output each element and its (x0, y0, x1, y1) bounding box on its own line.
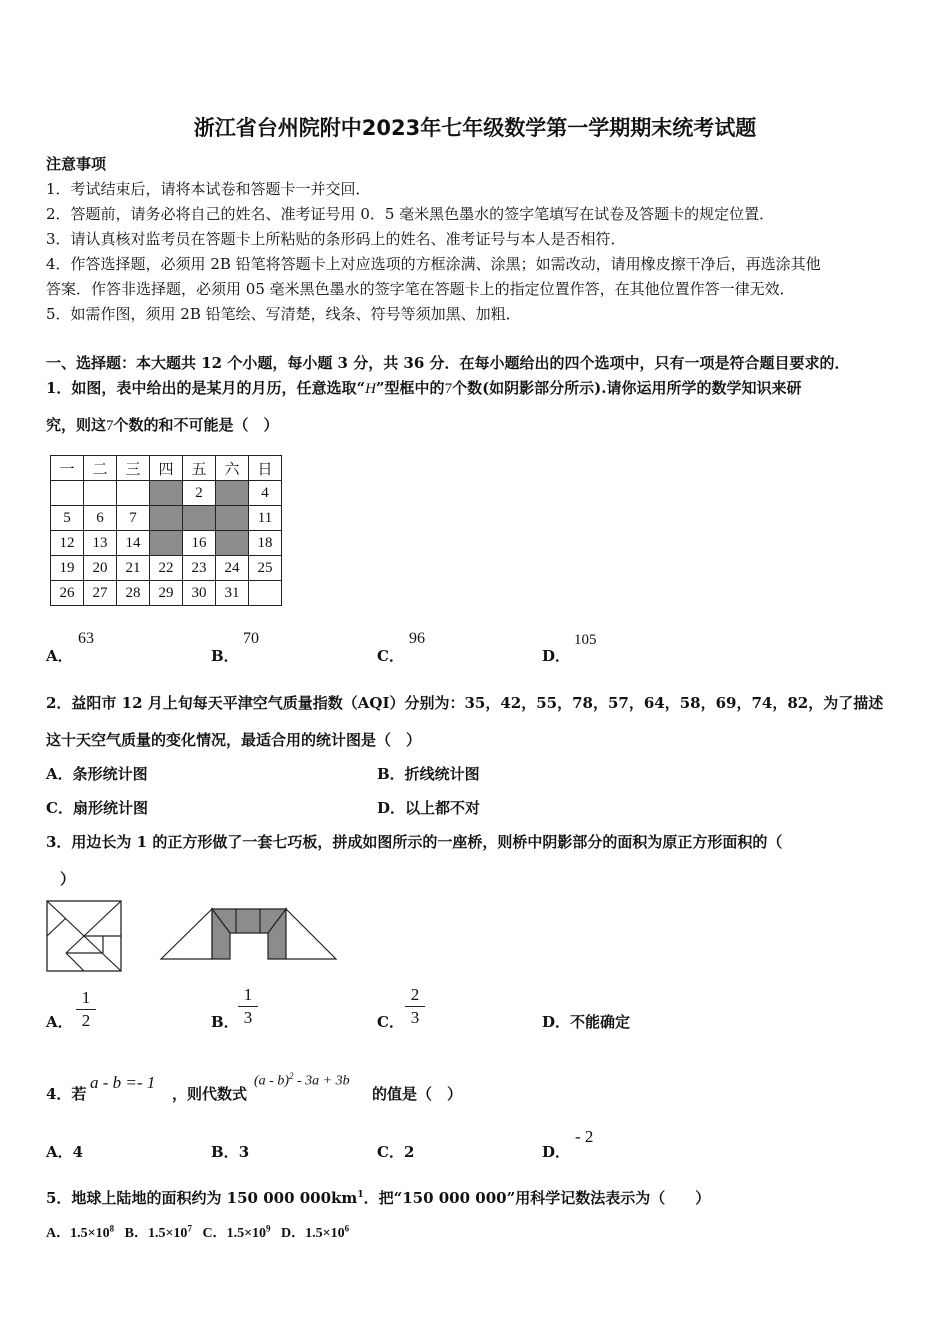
calendar-cell: 24 (216, 556, 249, 581)
calendar-cell: 25 (249, 556, 282, 581)
option-label: D． (542, 1143, 571, 1161)
calendar-cell: 30 (183, 581, 216, 606)
fraction-denominator: 3 (410, 1008, 420, 1027)
calendar-cell-shaded (216, 506, 249, 531)
fraction (405, 985, 425, 1028)
calendar-cell: 20 (84, 556, 117, 581)
calendar-header-cell: 六 (216, 456, 249, 481)
calendar-cell-shaded (183, 506, 216, 531)
calendar-table (50, 455, 282, 606)
question-1-text: 1．如图，表中给出的是某月的月历，任意选取“H”型框中的7个数(如阴影部分所示).请你运用所学的数学知识来研 (46, 379, 802, 397)
calendar-cell-shaded (150, 531, 183, 556)
option: C．扇形统计图 (46, 799, 148, 817)
notice-item: 5．如需作图，须用 2B 铅笔绘、写清楚，线条、符号等须加黑、加粗． (46, 305, 521, 323)
option-label: C． (377, 1013, 404, 1031)
calendar-header-row (51, 456, 282, 481)
calendar-row (51, 481, 282, 506)
calendar-cell: 18 (249, 531, 282, 556)
fraction-bar (405, 1006, 425, 1007)
question-2-text: 2．益阳市 12 月上旬每天平津空气质量指数（AQI）分别为：35，42，55，78，57，64，58，69，74，82，为了描述 (46, 694, 884, 712)
calendar-cell: 28 (117, 581, 150, 606)
notice-item: 答案．作答非选择题，必须用 05 毫米黑色墨水的签字笔在答题卡上的指定位置作答，在其他位置作答一律无效． (46, 280, 795, 298)
calendar-header-cell: 五 (183, 456, 216, 481)
question-4-prefix: 4．若 (46, 1085, 87, 1103)
option-value: - 2 (575, 1127, 594, 1146)
tangram-square-figure (46, 900, 124, 974)
calendar-cell: 5 (51, 506, 84, 531)
option: D．$1.5\times 10^6$ (281, 1223, 350, 1241)
question-3-text: 3．用边长为 1 的正方形做了一套七巧板，拼成如图所示的一座桥，则桥中阴影部分的面积为原正方形面积的（ (46, 833, 783, 851)
section-heading: 一、选择题：本大题共 12 个小题，每小题 3 分，共 36 分．在每小题给出的四个选项中，只有一项是符合题目要求的． (46, 354, 850, 372)
calendar-cell: 7 (117, 506, 150, 531)
option: C．$1.5\times 10^9$ (202, 1223, 271, 1241)
calendar-header-cell: 四 (150, 456, 183, 481)
option-label: C． (377, 647, 404, 665)
calendar-row (51, 581, 282, 606)
notice-heading: 注意事项 (46, 155, 107, 173)
option: A．条形统计图 (46, 765, 148, 783)
calendar-cell: 2 (183, 481, 216, 506)
calendar-cell (84, 481, 117, 506)
calendar-cell: 22 (150, 556, 183, 581)
calendar-cell-shaded (216, 531, 249, 556)
calendar-cell: 6 (84, 506, 117, 531)
fraction-denominator: 2 (81, 1011, 91, 1030)
calendar-cell (249, 581, 282, 606)
option-label: A． (46, 647, 73, 665)
calendar-cell (117, 481, 150, 506)
calendar-header-cell: 三 (117, 456, 150, 481)
fraction (238, 985, 258, 1028)
option: B．$1.5\times 10^7$ (124, 1223, 192, 1241)
calendar-cell: 27 (84, 581, 117, 606)
option-label: B． (211, 1013, 239, 1031)
question-4-expression: (a - b)$^2$ - 3a + 3b (254, 1071, 350, 1089)
option-value: 105 (574, 632, 597, 648)
option: A．$1.5\times 10^8$ (46, 1223, 115, 1241)
calendar-header-cell: 二 (84, 456, 117, 481)
calendar-cell: 26 (51, 581, 84, 606)
calendar-row (51, 531, 282, 556)
option: A．4 (46, 1143, 84, 1161)
option: D．以上都不对 (377, 799, 481, 817)
calendar-cell: 31 (216, 581, 249, 606)
calendar-header-cell: 一 (51, 456, 84, 481)
calendar-cell: 14 (117, 531, 150, 556)
calendar-cell: 12 (51, 531, 84, 556)
option: C．2 (377, 1143, 415, 1161)
fraction-bar (238, 1006, 258, 1007)
question-4-condition: a - b =- 1 (90, 1073, 156, 1092)
option: B．折线统计图 (377, 765, 480, 783)
calendar-cell: 21 (117, 556, 150, 581)
question-2-text-cont: 这十天空气质量的变化情况，最适合用的统计图是（ ） (46, 731, 422, 749)
option-label: B． (211, 647, 239, 665)
calendar-row (51, 556, 282, 581)
fraction-numerator: 1 (243, 985, 253, 1004)
notice-item: 3．请认真核对监考员在答题卡上所粘贴的条形码上的姓名、准考证号与本人是否相符． (46, 230, 626, 248)
option-label: D． (542, 647, 571, 665)
notice-item: 4．作答选择题，必须用 2B 铅笔将答题卡上对应选项的方框涂满、涂黑；如需改动，请用橡皮擦干净后，再选涂其他 (46, 255, 821, 273)
option: B．3 (211, 1143, 250, 1161)
calendar-row (51, 506, 282, 531)
calendar-cell: 16 (183, 531, 216, 556)
calendar-cell: 11 (249, 506, 282, 531)
option-label: A． (46, 1013, 73, 1031)
fraction-bar (76, 1009, 96, 1010)
question-5-text: 5．地球上陆地的面积约为 150 000 $000km^1$．把“150 000 000”用科学记数法表示为（ ） (46, 1189, 711, 1207)
fraction-numerator: 2 (410, 985, 420, 1004)
calendar-cell: 13 (84, 531, 117, 556)
fraction (76, 988, 96, 1031)
calendar-cell-shaded (150, 481, 183, 506)
notice-item: 1．考试结束后，请将本试卷和答题卡一并交回． (46, 180, 371, 198)
option: D．不能确定 (542, 1013, 631, 1031)
calendar-cell (51, 481, 84, 506)
calendar-cell-shaded (216, 481, 249, 506)
fraction-denominator: 3 (243, 1008, 253, 1027)
option-value: 70 (243, 630, 259, 647)
calendar-header-cell: 日 (249, 456, 282, 481)
page-title: 浙江省台州院附中2023年七年级数学第一学期期末统考试题 (193, 116, 757, 140)
option-value: 96 (409, 630, 425, 647)
question-3-text-cont: ） (60, 870, 76, 888)
calendar-cell: 23 (183, 556, 216, 581)
question-4-mid: ，则代数式 (172, 1085, 248, 1103)
calendar-cell: 19 (51, 556, 84, 581)
option-value: 63 (78, 630, 94, 647)
question-1-text-cont: 究，则这7个数的和不可能是（ ） (46, 416, 279, 434)
notice-item: 2．答题前，请务必将自己的姓名、准考证号用 0．5 毫米黑色墨水的签字笔填写在试卷及答题卡的规定位置． (46, 205, 775, 223)
calendar-cell: 29 (150, 581, 183, 606)
calendar-cell-shaded (150, 506, 183, 531)
fraction-numerator: 1 (81, 988, 91, 1007)
question-5-options (46, 1222, 349, 1242)
question-4-suffix: 的值是（ ） (372, 1085, 463, 1103)
calendar-cell: 4 (249, 481, 282, 506)
tangram-bridge-figure (158, 906, 340, 962)
